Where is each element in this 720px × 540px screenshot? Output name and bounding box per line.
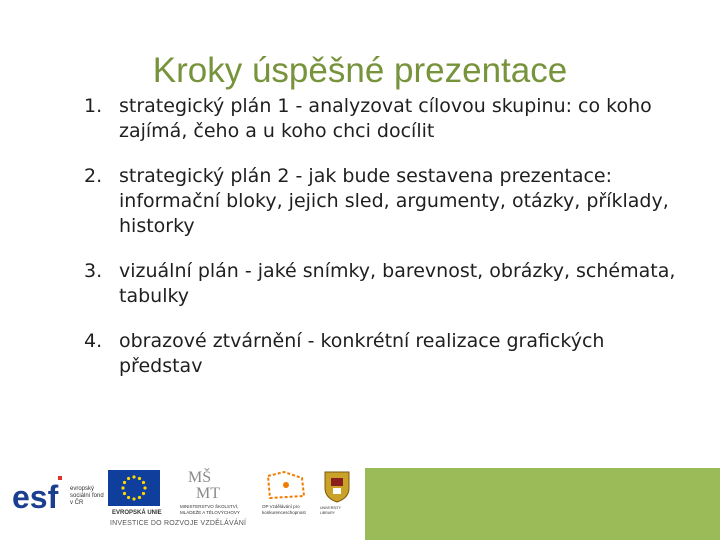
university-text: UNIVERSITY LIBRARY [320, 506, 341, 515]
list-number: 4. [84, 330, 103, 352]
list-number: 3. [84, 260, 103, 282]
list-item-text: obrazové ztvárnění - konkrétní realizace grafických představ [119, 330, 605, 377]
op-vk-logo [262, 470, 310, 515]
svg-text:esf: esf [12, 479, 59, 515]
list-item [84, 329, 684, 379]
list-item [84, 164, 684, 239]
footer-caption: INVESTICE DO ROZVOJE VZDĚLÁVÁNÍ [110, 520, 247, 527]
logo-bar [0, 462, 365, 540]
esf-logo [12, 472, 102, 516]
list-item-text: strategický plán 2 - jak bude sestavena prezentace: informační bloky, jejich sled, argumenty, otázky, příklady, historky [119, 165, 669, 237]
list-item [84, 259, 684, 309]
university-crest-logo [320, 468, 352, 515]
list-number: 2. [84, 165, 103, 187]
svg-text:MŠ: MŠ [188, 469, 212, 486]
msmt-logo [180, 466, 240, 515]
list-item-text: strategický plán 1 - analyzovat cílovou skupinu: co koho zajímá, čeho a u koho chci docílit [119, 95, 652, 142]
esf-text: evropský sociální fond v ČR [70, 486, 104, 506]
eu-flag-logo [108, 470, 162, 516]
list-number: 1. [84, 95, 103, 117]
eu-label: EVROPSKÁ UNIE [112, 510, 162, 516]
list-item [84, 94, 684, 144]
op-vk-text: OP Vzdělávání pro konkurenceschopnost [262, 504, 306, 515]
svg-text:MT: MT [196, 485, 220, 500]
list-item-text: vizuální plán - jaké snímky, barevnost, obrázky, schémata, tabulky [119, 260, 676, 307]
green-footer-band [365, 468, 720, 540]
steps-list [84, 94, 684, 379]
slide-title: Kroky úspěšné prezentace [152, 51, 568, 91]
msmt-text: MINISTERSTVO ŠKOLSTVÍ, MLÁDEŽE A TĚLOVÝCHOVY [180, 504, 240, 515]
